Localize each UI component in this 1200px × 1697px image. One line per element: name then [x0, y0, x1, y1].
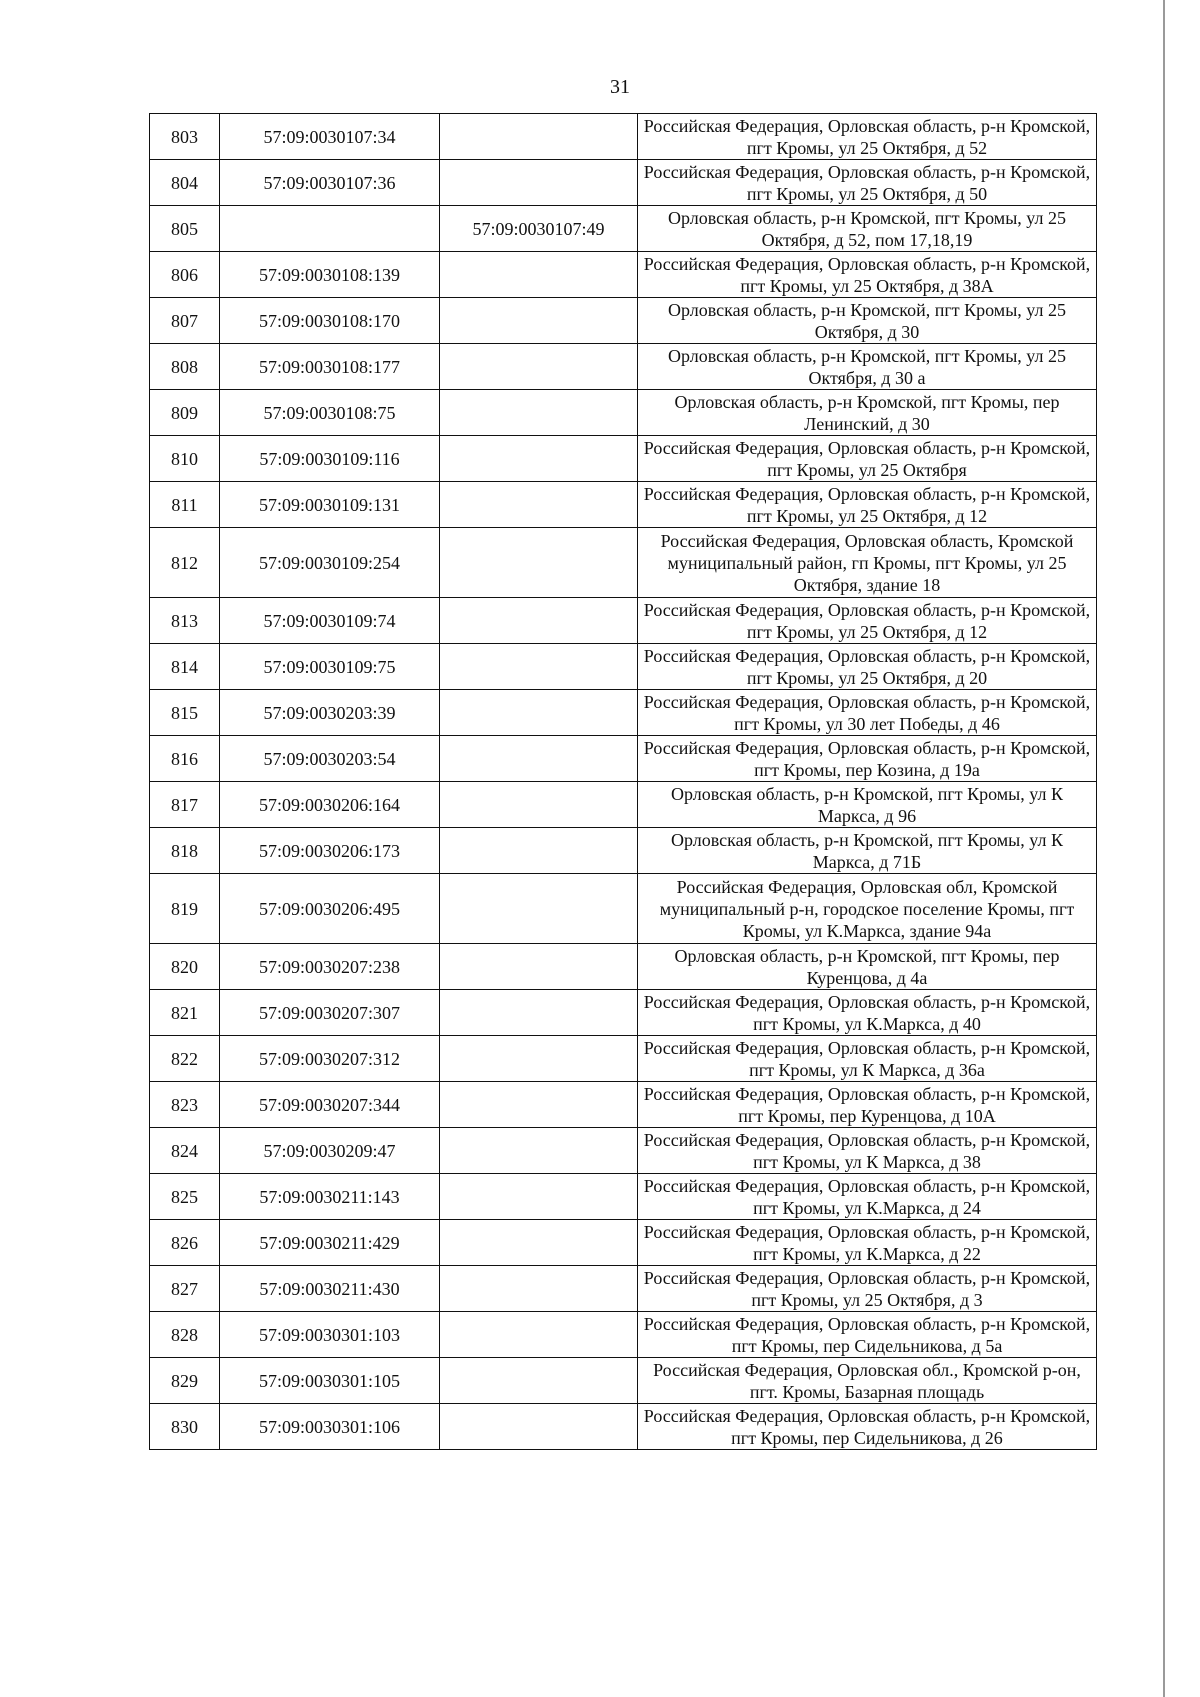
building-cadastral-number-cell	[440, 390, 638, 436]
address-cell: Российская Федерация, Орловская область, р-н Кромской, пгт Кромы, ул К Маркса, д 36а	[638, 1036, 1097, 1082]
table-row	[150, 1358, 1097, 1404]
building-cadastral-number-cell	[440, 1174, 638, 1220]
table-row	[150, 1404, 1097, 1450]
table-row	[150, 1220, 1097, 1266]
row-number-cell: 820	[150, 944, 220, 990]
land-cadastral-number-cell: 57:09:0030207:312	[220, 1036, 440, 1082]
row-number-cell: 815	[150, 690, 220, 736]
table-row	[150, 528, 1097, 598]
table-row	[150, 482, 1097, 528]
row-number-cell: 824	[150, 1128, 220, 1174]
address-cell: Российская Федерация, Орловская область, р-н Кромской, пгт Кромы, ул К.Маркса, д 22	[638, 1220, 1097, 1266]
land-cadastral-number-cell: 57:09:0030109:131	[220, 482, 440, 528]
page-edge-line	[1163, 0, 1165, 1697]
address-cell: Российская Федерация, Орловская область, р-н Кромской, пгт Кромы, пер Куренцова, д 10А	[638, 1082, 1097, 1128]
table-row	[150, 944, 1097, 990]
row-number-cell: 828	[150, 1312, 220, 1358]
table-row	[150, 1312, 1097, 1358]
building-cadastral-number-cell	[440, 1312, 638, 1358]
building-cadastral-number-cell	[440, 1266, 638, 1312]
address-cell: Орловская область, р-н Кромской, пгт Кромы, ул 25 Октября, д 30 а	[638, 344, 1097, 390]
row-number-cell: 822	[150, 1036, 220, 1082]
land-cadastral-number-cell	[220, 206, 440, 252]
land-cadastral-number-cell: 57:09:0030108:139	[220, 252, 440, 298]
land-cadastral-number-cell: 57:09:0030109:254	[220, 528, 440, 598]
land-cadastral-number-cell: 57:09:0030207:344	[220, 1082, 440, 1128]
row-number-cell: 804	[150, 160, 220, 206]
row-number-cell: 829	[150, 1358, 220, 1404]
address-cell: Российская Федерация, Орловская область, р-н Кромской, пгт Кромы, ул 25 Октября, д 3	[638, 1266, 1097, 1312]
address-cell: Российская Федерация, Орловская область, р-н Кромской, пгт Кромы, пер Сидельникова, д 26	[638, 1404, 1097, 1450]
land-cadastral-number-cell: 57:09:0030301:103	[220, 1312, 440, 1358]
table-row	[150, 598, 1097, 644]
table-row	[150, 114, 1097, 160]
table-row	[150, 690, 1097, 736]
building-cadastral-number-cell	[440, 160, 638, 206]
building-cadastral-number-cell	[440, 1036, 638, 1082]
building-cadastral-number-cell	[440, 644, 638, 690]
table-row	[150, 1266, 1097, 1312]
land-cadastral-number-cell: 57:09:0030109:116	[220, 436, 440, 482]
building-cadastral-number-cell	[440, 598, 638, 644]
building-cadastral-number-cell	[440, 874, 638, 944]
row-number-cell: 809	[150, 390, 220, 436]
building-cadastral-number-cell	[440, 114, 638, 160]
address-cell: Российская Федерация, Орловская область, р-н Кромской, пгт Кромы, ул 25 Октября	[638, 436, 1097, 482]
row-number-cell: 817	[150, 782, 220, 828]
row-number-cell: 808	[150, 344, 220, 390]
building-cadastral-number-cell	[440, 1128, 638, 1174]
building-cadastral-number-cell	[440, 828, 638, 874]
building-cadastral-number-cell	[440, 990, 638, 1036]
table-row	[150, 1174, 1097, 1220]
address-cell: Российская Федерация, Орловская область, р-н Кромской, пгт Кромы, ул 30 лет Победы, д 46	[638, 690, 1097, 736]
row-number-cell: 819	[150, 874, 220, 944]
land-cadastral-number-cell: 57:09:0030206:164	[220, 782, 440, 828]
row-number-cell: 818	[150, 828, 220, 874]
property-registry-table	[149, 113, 1097, 1450]
table-row	[150, 206, 1097, 252]
address-cell: Орловская область, р-н Кромской, пгт Кромы, ул 25 Октября, д 30	[638, 298, 1097, 344]
address-cell: Российская Федерация, Орловская область, р-н Кромской, пгт Кромы, ул 25 Октября, д 52	[638, 114, 1097, 160]
table-row	[150, 1036, 1097, 1082]
row-number-cell: 827	[150, 1266, 220, 1312]
building-cadastral-number-cell	[440, 1358, 638, 1404]
table-row	[150, 736, 1097, 782]
address-cell: Российская Федерация, Орловская область, р-н Кромской, пгт Кромы, ул К.Маркса, д 24	[638, 1174, 1097, 1220]
building-cadastral-number-cell	[440, 528, 638, 598]
land-cadastral-number-cell: 57:09:0030211:430	[220, 1266, 440, 1312]
address-cell: Российская Федерация, Орловская область, Кромской муниципальный район, гп Кромы, пгт Кромы, ул 25 Октября, здание 18	[638, 528, 1097, 598]
row-number-cell: 813	[150, 598, 220, 644]
table-row	[150, 644, 1097, 690]
table-row	[150, 874, 1097, 944]
row-number-cell: 830	[150, 1404, 220, 1450]
row-number-cell: 816	[150, 736, 220, 782]
table-row	[150, 782, 1097, 828]
building-cadastral-number-cell	[440, 344, 638, 390]
land-cadastral-number-cell: 57:09:0030203:39	[220, 690, 440, 736]
row-number-cell: 821	[150, 990, 220, 1036]
address-cell: Российская Федерация, Орловская область, р-н Кромской, пгт Кромы, ул К.Маркса, д 40	[638, 990, 1097, 1036]
address-cell: Российская Федерация, Орловская обл., Кромской р-он, пгт. Кромы, Базарная площадь	[638, 1358, 1097, 1404]
building-cadastral-number-cell	[440, 436, 638, 482]
building-cadastral-number-cell	[440, 736, 638, 782]
building-cadastral-number-cell: 57:09:0030107:49	[440, 206, 638, 252]
address-cell: Орловская область, р-н Кромской, пгт Кромы, пер Куренцова, д 4а	[638, 944, 1097, 990]
table-row	[150, 436, 1097, 482]
land-cadastral-number-cell: 57:09:0030107:34	[220, 114, 440, 160]
address-cell: Орловская область, р-н Кромской, пгт Кромы, ул 25 Октября, д 52, пом 17,18,19	[638, 206, 1097, 252]
land-cadastral-number-cell: 57:09:0030206:173	[220, 828, 440, 874]
table-row	[150, 1128, 1097, 1174]
land-cadastral-number-cell: 57:09:0030301:105	[220, 1358, 440, 1404]
registry-table-body	[150, 114, 1097, 1450]
address-cell: Российская Федерация, Орловская область, р-н Кромской, пгт Кромы, ул К Маркса, д 38	[638, 1128, 1097, 1174]
address-cell: Российская Федерация, Орловская обл, Кромской муниципальный р-н, городское поселение Кромы, пгт Кромы, ул К.Маркса, здание 94а	[638, 874, 1097, 944]
row-number-cell: 806	[150, 252, 220, 298]
address-cell: Российская Федерация, Орловская область, р-н Кромской, пгт Кромы, ул 25 Октября, д 20	[638, 644, 1097, 690]
building-cadastral-number-cell	[440, 482, 638, 528]
address-cell: Российская Федерация, Орловская область, р-н Кромской, пгт Кромы, пер Сидельникова, д 5а	[638, 1312, 1097, 1358]
address-cell: Орловская область, р-н Кромской, пгт Кромы, ул К Маркса, д 96	[638, 782, 1097, 828]
row-number-cell: 805	[150, 206, 220, 252]
row-number-cell: 810	[150, 436, 220, 482]
address-cell: Орловская область, р-н Кромской, пгт Кромы, ул К Маркса, д 71Б	[638, 828, 1097, 874]
land-cadastral-number-cell: 57:09:0030211:429	[220, 1220, 440, 1266]
land-cadastral-number-cell: 57:09:0030108:75	[220, 390, 440, 436]
table-row	[150, 390, 1097, 436]
address-cell: Российская Федерация, Орловская область, р-н Кромской, пгт Кромы, пер Козина, д 19а	[638, 736, 1097, 782]
land-cadastral-number-cell: 57:09:0030207:238	[220, 944, 440, 990]
land-cadastral-number-cell: 57:09:0030209:47	[220, 1128, 440, 1174]
land-cadastral-number-cell: 57:09:0030211:143	[220, 1174, 440, 1220]
row-number-cell: 812	[150, 528, 220, 598]
table-row	[150, 828, 1097, 874]
address-cell: Российская Федерация, Орловская область, р-н Кромской, пгт Кромы, ул 25 Октября, д 38А	[638, 252, 1097, 298]
land-cadastral-number-cell: 57:09:0030207:307	[220, 990, 440, 1036]
address-cell: Российская Федерация, Орловская область, р-н Кромской, пгт Кромы, ул 25 Октября, д 12	[638, 482, 1097, 528]
row-number-cell: 811	[150, 482, 220, 528]
land-cadastral-number-cell: 57:09:0030109:75	[220, 644, 440, 690]
building-cadastral-number-cell	[440, 252, 638, 298]
table-row	[150, 1082, 1097, 1128]
row-number-cell: 803	[150, 114, 220, 160]
table-row	[150, 160, 1097, 206]
building-cadastral-number-cell	[440, 1404, 638, 1450]
row-number-cell: 823	[150, 1082, 220, 1128]
table-row	[150, 344, 1097, 390]
page-number: 31	[610, 76, 630, 98]
building-cadastral-number-cell	[440, 690, 638, 736]
land-cadastral-number-cell: 57:09:0030108:170	[220, 298, 440, 344]
land-cadastral-number-cell: 57:09:0030109:74	[220, 598, 440, 644]
building-cadastral-number-cell	[440, 298, 638, 344]
building-cadastral-number-cell	[440, 1220, 638, 1266]
land-cadastral-number-cell: 57:09:0030206:495	[220, 874, 440, 944]
building-cadastral-number-cell	[440, 782, 638, 828]
row-number-cell: 814	[150, 644, 220, 690]
land-cadastral-number-cell: 57:09:0030108:177	[220, 344, 440, 390]
building-cadastral-number-cell	[440, 1082, 638, 1128]
table-row	[150, 990, 1097, 1036]
row-number-cell: 825	[150, 1174, 220, 1220]
land-cadastral-number-cell: 57:09:0030301:106	[220, 1404, 440, 1450]
land-cadastral-number-cell: 57:09:0030203:54	[220, 736, 440, 782]
land-cadastral-number-cell: 57:09:0030107:36	[220, 160, 440, 206]
row-number-cell: 826	[150, 1220, 220, 1266]
building-cadastral-number-cell	[440, 944, 638, 990]
address-cell: Российская Федерация, Орловская область, р-н Кромской, пгт Кромы, ул 25 Октября, д 12	[638, 598, 1097, 644]
table-row	[150, 298, 1097, 344]
row-number-cell: 807	[150, 298, 220, 344]
table-row	[150, 252, 1097, 298]
address-cell: Орловская область, р-н Кромской, пгт Кромы, пер Ленинский, д 30	[638, 390, 1097, 436]
address-cell: Российская Федерация, Орловская область, р-н Кромской, пгт Кромы, ул 25 Октября, д 50	[638, 160, 1097, 206]
